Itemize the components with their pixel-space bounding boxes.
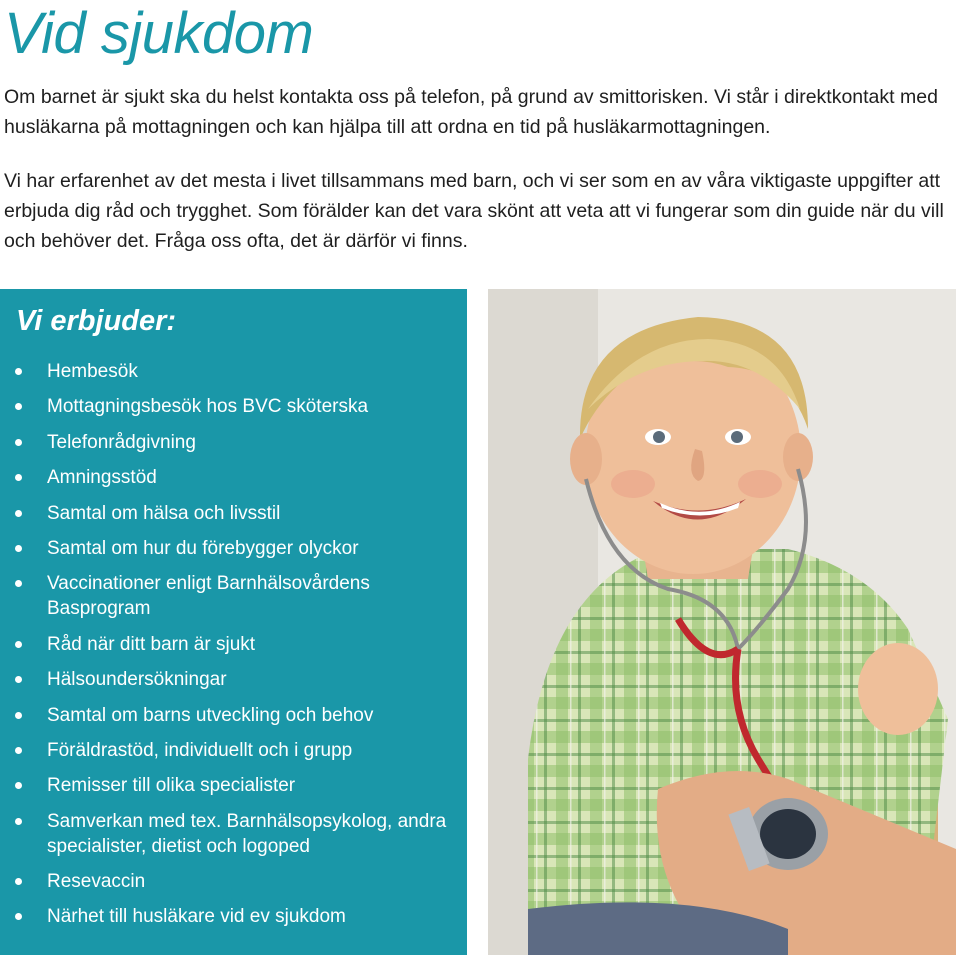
photo-illustration bbox=[488, 289, 956, 955]
list-item bbox=[0, 869, 467, 894]
list-item-label: Samtal om barns utveckling och behov bbox=[47, 704, 374, 726]
bullet-icon bbox=[15, 676, 22, 683]
list-item bbox=[0, 738, 467, 763]
list-item bbox=[0, 571, 467, 621]
list-item bbox=[0, 703, 467, 728]
bullet-icon bbox=[15, 712, 22, 719]
list-item bbox=[0, 394, 467, 419]
bullet-icon bbox=[15, 641, 22, 648]
list-item-label: Närhet till husläkare vid ev sjukdom bbox=[47, 906, 346, 928]
offer-list bbox=[0, 359, 467, 940]
list-item bbox=[0, 667, 467, 692]
list-item bbox=[0, 809, 467, 859]
intro-paragraph: Om barnet är sjukt ska du helst kontakta oss på telefon, på grund av smittorisken. Vi står i direktkontakt med husläkarna på mottagningen och kan hjälpa till att ordna en tid på husläkarmottagningen. bbox=[4, 86, 938, 138]
bullet-icon bbox=[15, 782, 22, 789]
list-item-label: Resevaccin bbox=[47, 871, 146, 893]
list-item bbox=[0, 536, 467, 561]
list-item-label: Hälsoundersökningar bbox=[47, 669, 227, 691]
bullet-icon bbox=[15, 747, 22, 754]
list-item-label: Hembesök bbox=[47, 361, 138, 382]
bullet-icon bbox=[15, 368, 22, 375]
list-item bbox=[0, 501, 467, 526]
bullet-icon bbox=[15, 439, 22, 446]
list-item bbox=[0, 359, 467, 384]
list-item-label: Samtal om hur du förebygger olyckor bbox=[47, 537, 359, 559]
bullet-icon bbox=[15, 545, 22, 552]
list-item-label: Föräldrastöd, individuellt och i grupp bbox=[47, 739, 353, 761]
experience-paragraph: Vi har erfarenhet av det mesta i livet tillsammans med barn, och vi ser som en av våra viktigaste uppgifter att erbjuda dig råd och trygghet. Som förälder kan det vara skönt att veta att vi fungerar som din guide när du vill och behöver det. Fråga oss ofta, det är därför vi finns. bbox=[4, 170, 944, 252]
list-item bbox=[0, 430, 467, 455]
list-item bbox=[0, 904, 467, 929]
bullet-icon bbox=[15, 818, 22, 825]
list-item-label: Remisser till olika specialister bbox=[47, 775, 296, 797]
list-item-label: Mottagningsbesök hos BVC sköterska bbox=[47, 396, 369, 418]
bullet-icon bbox=[15, 474, 22, 481]
list-item-label: Telefonrådgivning bbox=[47, 431, 196, 453]
bullet-icon bbox=[15, 510, 22, 517]
bullet-icon bbox=[15, 580, 22, 587]
list-item bbox=[0, 773, 467, 798]
list-item-label: Samtal om hälsa och livsstil bbox=[47, 502, 281, 524]
list-item-label: Vaccinationer enligt Barnhälsovårdens Basprogram bbox=[47, 573, 370, 620]
offer-title: Vi erbjuder: bbox=[16, 305, 177, 337]
page-title: Vid sjukdom bbox=[4, 1, 314, 66]
list-item-label: Samverkan med tex. Barnhälsopsykolog, andra specialister, dietist och logoped bbox=[47, 810, 447, 857]
list-item bbox=[0, 632, 467, 657]
bullet-icon bbox=[15, 403, 22, 410]
list-item-label: Amningsstöd bbox=[47, 467, 157, 489]
list-item-label: Råd när ditt barn är sjukt bbox=[47, 633, 256, 655]
offer-box bbox=[0, 289, 467, 955]
list-item bbox=[0, 465, 467, 490]
child-with-stethoscope-photo bbox=[488, 289, 956, 955]
bullet-icon bbox=[15, 878, 22, 885]
bullet-icon bbox=[15, 913, 22, 920]
